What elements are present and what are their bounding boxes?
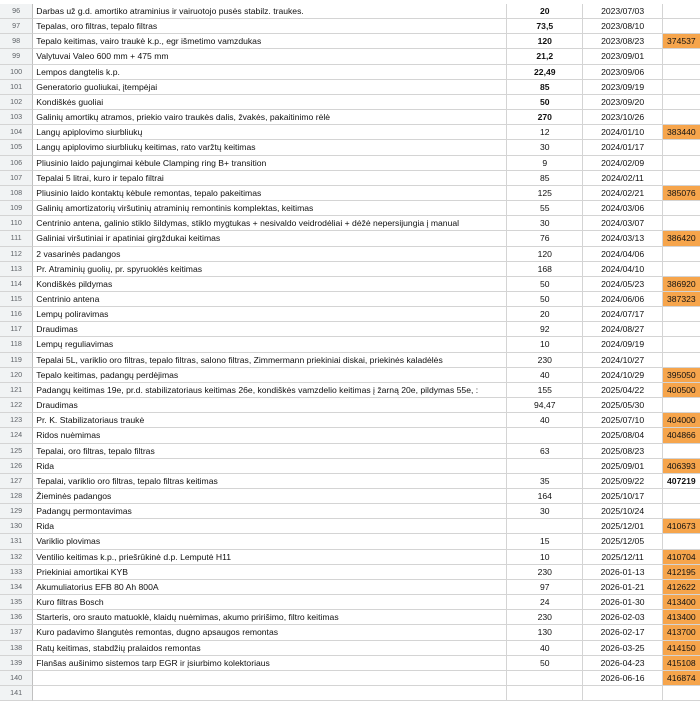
date-cell[interactable]: 2024/03/13 [583, 231, 662, 246]
description-cell[interactable]: Tepalas, oro filtras, tepalo filtras [33, 19, 507, 34]
description-cell[interactable]: Draudimas [33, 322, 507, 337]
row-number[interactable]: 109 [0, 201, 33, 216]
date-cell[interactable]: 2025/10/24 [583, 504, 662, 519]
table-row [0, 656, 700, 671]
description-cell[interactable]: Generatorio guoliukai, įtempėjai [33, 80, 507, 95]
row-number[interactable]: 119 [0, 353, 33, 368]
amount-cell[interactable]: 21,2 [507, 49, 583, 64]
invoice-cell[interactable]: 410704 [663, 550, 700, 565]
date-cell[interactable]: 2023/08/10 [583, 19, 662, 34]
date-cell[interactable]: 2026-02-03 [583, 610, 662, 625]
amount-cell[interactable]: 9 [507, 156, 583, 171]
description-cell[interactable] [33, 671, 507, 686]
description-cell[interactable]: Tepalai, oro filtras, tepalo filtras [33, 444, 507, 459]
row-number[interactable]: 137 [0, 625, 33, 640]
amount-cell[interactable]: 168 [507, 262, 583, 277]
row-number[interactable]: 96 [0, 4, 33, 19]
row-number[interactable]: 125 [0, 444, 33, 459]
date-cell[interactable]: 2026-03-25 [583, 641, 662, 656]
description-cell[interactable]: Tepalai 5 litrai, kuro ir tepalo filtrai [33, 171, 507, 186]
date-cell[interactable]: 2023/10/26 [583, 110, 662, 125]
date-cell[interactable]: 2024/08/27 [583, 322, 662, 337]
date-cell[interactable]: 2024/06/06 [583, 292, 662, 307]
amount-cell[interactable]: 270 [507, 110, 583, 125]
description-cell[interactable]: Kuro filtras Bosch [33, 595, 507, 610]
date-cell[interactable]: 2023/08/23 [583, 34, 662, 49]
row-number[interactable]: 128 [0, 489, 33, 504]
row-number[interactable]: 135 [0, 595, 33, 610]
description-cell[interactable]: Variklio plovimas [33, 534, 507, 549]
invoice-cell[interactable] [663, 444, 700, 459]
invoice-cell[interactable]: 404866 [663, 428, 700, 443]
table-row [0, 201, 700, 216]
description-cell[interactable]: Kondiškės guoliai [33, 95, 507, 110]
description-cell[interactable]: Tepalo keitimas, vairo traukė k.p., egr išmetimo vamzdukas [33, 34, 507, 49]
date-cell[interactable]: 2024/01/10 [583, 125, 662, 140]
description-cell[interactable]: Tepalai, variklio oro filtras, tepalo filtras keitimas [33, 474, 507, 489]
amount-cell[interactable]: 120 [507, 247, 583, 262]
amount-cell[interactable]: 76 [507, 231, 583, 246]
description-cell[interactable]: Galiniai viršutiniai ir apatiniai girgždukai keitimas [33, 231, 507, 246]
row-number[interactable]: 107 [0, 171, 33, 186]
description-cell[interactable]: Tepalai 5L, variklio oro filtras, tepalo filtras, salono filtras, Zimmermann priekiniai diskai, priekinės kaladėlės [33, 353, 507, 368]
amount-cell[interactable]: 125 [507, 186, 583, 201]
amount-cell[interactable]: 55 [507, 201, 583, 216]
row-number[interactable]: 123 [0, 413, 33, 428]
table-row [0, 459, 700, 474]
table-row [0, 277, 700, 292]
description-cell[interactable]: Darbas už g.d. amortiko atraminius ir vairuotojo pusės stabilz. traukes. [33, 4, 507, 19]
description-cell[interactable]: Galinių amortizatorių viršutinių atraminių remontinis komplektas, keitimas [33, 201, 507, 216]
row-number[interactable]: 134 [0, 580, 33, 595]
table-row [0, 231, 700, 246]
row-number[interactable]: 121 [0, 383, 33, 398]
invoice-cell[interactable]: 386920 [663, 277, 700, 292]
table-row [0, 49, 700, 64]
row-number[interactable]: 130 [0, 519, 33, 534]
row-number[interactable]: 103 [0, 110, 33, 125]
invoice-cell[interactable] [663, 201, 700, 216]
description-cell[interactable] [33, 686, 507, 701]
description-cell[interactable]: Flanšas aušinimo sistemos tarp EGR ir įsiurbimo kolektoriaus [33, 656, 507, 671]
date-cell[interactable]: 2024/02/21 [583, 186, 662, 201]
date-cell[interactable]: 2025/09/22 [583, 474, 662, 489]
table-row [0, 368, 700, 383]
description-cell[interactable]: Pr. Atraminių guolių, pr. spyruoklės keitimas [33, 262, 507, 277]
invoice-cell[interactable]: 412622 [663, 580, 700, 595]
description-cell[interactable]: Akumuliatorius EFB 80 Ah 800A [33, 580, 507, 595]
row-number[interactable]: 141 [0, 686, 33, 701]
row-number[interactable]: 124 [0, 428, 33, 443]
invoice-cell[interactable] [663, 80, 700, 95]
amount-cell[interactable]: 155 [507, 383, 583, 398]
table-row [0, 307, 700, 322]
table-row [0, 322, 700, 337]
amount-cell[interactable]: 230 [507, 610, 583, 625]
amount-cell[interactable]: 230 [507, 353, 583, 368]
row-number[interactable]: 102 [0, 95, 33, 110]
invoice-cell[interactable]: 413400 [663, 610, 700, 625]
amount-cell[interactable]: 85 [507, 171, 583, 186]
row-number[interactable]: 112 [0, 247, 33, 262]
date-cell[interactable]: 2025/12/11 [583, 550, 662, 565]
description-cell[interactable]: Žieminės padangos [33, 489, 507, 504]
description-cell[interactable]: Centrinio antena, galinio stiklo šildymas, stiklo mygtukas + nesivaldo veidrodėliai + dėžė nepersijungia į manual [33, 216, 507, 231]
amount-cell[interactable]: 30 [507, 140, 583, 155]
description-cell[interactable]: Pliusinio laido pajungimai kėbule Clamping ring B+ transition [33, 156, 507, 171]
invoice-cell[interactable] [663, 216, 700, 231]
invoice-cell[interactable]: 395050 [663, 368, 700, 383]
date-cell[interactable]: 2026-06-16 [583, 671, 662, 686]
amount-cell[interactable]: 50 [507, 277, 583, 292]
date-cell[interactable]: 2026-01-13 [583, 565, 662, 580]
date-cell[interactable]: 2024/03/06 [583, 201, 662, 216]
invoice-cell[interactable] [663, 398, 700, 413]
amount-cell[interactable]: 97 [507, 580, 583, 595]
description-cell[interactable]: Kondiškės pildymas [33, 277, 507, 292]
date-cell[interactable]: 2023/09/19 [583, 80, 662, 95]
table-row [0, 186, 700, 201]
table-row [0, 444, 700, 459]
description-cell[interactable]: Priekiniai amortikai KYB [33, 565, 507, 580]
date-cell[interactable]: 2024/04/06 [583, 247, 662, 262]
table-row [0, 110, 700, 125]
date-cell[interactable]: 2024/10/29 [583, 368, 662, 383]
table-row [0, 337, 700, 352]
invoice-cell[interactable] [663, 686, 700, 701]
date-cell[interactable]: 2025/08/04 [583, 428, 662, 443]
table-row [0, 65, 700, 80]
description-cell[interactable]: Padangų permontavimas [33, 504, 507, 519]
amount-cell[interactable]: 120 [507, 34, 583, 49]
date-cell[interactable]: 2026-02-17 [583, 625, 662, 640]
amount-cell[interactable] [507, 459, 583, 474]
table-row [0, 125, 700, 140]
invoice-cell[interactable]: 410673 [663, 519, 700, 534]
invoice-cell[interactable] [663, 504, 700, 519]
row-number[interactable]: 116 [0, 307, 33, 322]
table-row [0, 34, 700, 49]
invoice-cell[interactable]: 400500 [663, 383, 700, 398]
table-row [0, 580, 700, 595]
invoice-cell[interactable] [663, 156, 700, 171]
amount-cell[interactable] [507, 519, 583, 534]
date-cell[interactable]: 2024/04/10 [583, 262, 662, 277]
spreadsheet-grid [0, 4, 700, 701]
amount-cell[interactable]: 40 [507, 641, 583, 656]
amount-cell[interactable] [507, 686, 583, 701]
table-row [0, 95, 700, 110]
row-number[interactable]: 105 [0, 140, 33, 155]
invoice-cell[interactable]: 383440 [663, 125, 700, 140]
table-row [0, 80, 700, 95]
invoice-cell[interactable] [663, 140, 700, 155]
row-number[interactable]: 139 [0, 656, 33, 671]
description-cell[interactable]: Starteris, oro srauto matuoklė, klaidų nuėmimas, akumo pririšimo, filtro keitimas [33, 610, 507, 625]
amount-cell[interactable]: 230 [507, 565, 583, 580]
amount-cell[interactable]: 50 [507, 292, 583, 307]
date-cell[interactable]: 2023/09/06 [583, 65, 662, 80]
table-row [0, 504, 700, 519]
row-number[interactable]: 100 [0, 65, 33, 80]
amount-cell[interactable]: 24 [507, 595, 583, 610]
amount-cell[interactable]: 73,5 [507, 19, 583, 34]
table-row [0, 550, 700, 565]
description-cell[interactable]: Ratų keitimas, stabdžių pralaidos remontas [33, 641, 507, 656]
date-cell[interactable]: 2024/09/19 [583, 337, 662, 352]
row-number[interactable]: 111 [0, 231, 33, 246]
date-cell[interactable]: 2025/10/17 [583, 489, 662, 504]
date-cell[interactable]: 2025/04/22 [583, 383, 662, 398]
description-cell[interactable]: Lempų reguliavimas [33, 337, 507, 352]
invoice-cell[interactable]: 407219 [663, 474, 700, 489]
row-number[interactable]: 113 [0, 262, 33, 277]
description-cell[interactable]: Tepalo keitimas, padangų perdėjimas [33, 368, 507, 383]
date-cell[interactable]: 2025/09/01 [583, 459, 662, 474]
row-number[interactable]: 136 [0, 610, 33, 625]
table-row [0, 595, 700, 610]
invoice-cell[interactable] [663, 489, 700, 504]
table-row [0, 171, 700, 186]
amount-cell[interactable]: 50 [507, 95, 583, 110]
invoice-cell[interactable] [663, 49, 700, 64]
invoice-cell[interactable]: 413400 [663, 595, 700, 610]
invoice-cell[interactable]: 415108 [663, 656, 700, 671]
table-row [0, 428, 700, 443]
table-row [0, 565, 700, 580]
table-row [0, 413, 700, 428]
invoice-cell[interactable] [663, 353, 700, 368]
description-cell[interactable]: Lempos dangtelis k.p. [33, 65, 507, 80]
date-cell[interactable] [583, 686, 662, 701]
date-cell[interactable]: 2025/12/01 [583, 519, 662, 534]
table-row [0, 641, 700, 656]
row-number[interactable]: 114 [0, 277, 33, 292]
amount-cell[interactable]: 85 [507, 80, 583, 95]
invoice-cell[interactable] [663, 110, 700, 125]
invoice-cell[interactable] [663, 534, 700, 549]
date-cell[interactable]: 2025/12/05 [583, 534, 662, 549]
description-cell[interactable]: 2 vasarinės padangos [33, 247, 507, 262]
table-row [0, 216, 700, 231]
date-cell[interactable]: 2023/07/03 [583, 4, 662, 19]
description-cell[interactable]: Langų apiplovimo siurbliukų [33, 125, 507, 140]
description-cell[interactable]: Pliusinio laido kontaktų kėbule remontas, tepalo pakeitimas [33, 186, 507, 201]
invoice-cell[interactable]: 414150 [663, 641, 700, 656]
table-row [0, 398, 700, 413]
date-cell[interactable]: 2024/05/23 [583, 277, 662, 292]
table-row [0, 686, 700, 701]
date-cell[interactable]: 2024/07/17 [583, 307, 662, 322]
amount-cell[interactable]: 15 [507, 534, 583, 549]
amount-cell[interactable]: 10 [507, 550, 583, 565]
date-cell[interactable]: 2024/02/11 [583, 171, 662, 186]
row-number[interactable]: 110 [0, 216, 33, 231]
row-number[interactable]: 132 [0, 550, 33, 565]
amount-cell[interactable]: 30 [507, 504, 583, 519]
amount-cell[interactable] [507, 428, 583, 443]
row-number[interactable]: 97 [0, 19, 33, 34]
amount-cell[interactable]: 40 [507, 413, 583, 428]
date-cell[interactable]: 2026-01-21 [583, 580, 662, 595]
description-cell[interactable]: Langų apiplovimo siurbliukų keitimas, rato varžtų keitimas [33, 140, 507, 155]
invoice-cell[interactable]: 386420 [663, 231, 700, 246]
row-number[interactable]: 108 [0, 186, 33, 201]
table-row [0, 489, 700, 504]
date-cell[interactable]: 2024/02/09 [583, 156, 662, 171]
row-number[interactable]: 127 [0, 474, 33, 489]
description-cell[interactable]: Ridos nuėmimas [33, 428, 507, 443]
invoice-cell[interactable] [663, 337, 700, 352]
table-row [0, 474, 700, 489]
description-cell[interactable]: Valytuvai Valeo 600 mm + 475 mm [33, 49, 507, 64]
invoice-cell[interactable] [663, 95, 700, 110]
description-cell[interactable]: Rida [33, 519, 507, 534]
row-number[interactable]: 104 [0, 125, 33, 140]
description-cell[interactable]: Ventilio keitimas k.p., priešrūkinė d.p. Lemputė H11 [33, 550, 507, 565]
invoice-cell[interactable]: 413700 [663, 625, 700, 640]
invoice-cell[interactable]: 412195 [663, 565, 700, 580]
date-cell[interactable]: 2023/09/20 [583, 95, 662, 110]
amount-cell[interactable]: 22,49 [507, 65, 583, 80]
invoice-cell[interactable] [663, 322, 700, 337]
invoice-cell[interactable] [663, 171, 700, 186]
description-cell[interactable]: Draudimas [33, 398, 507, 413]
invoice-cell[interactable]: 416874 [663, 671, 700, 686]
invoice-cell[interactable] [663, 19, 700, 34]
description-cell[interactable]: Galinių amortikų atramos, priekio vairo traukės dalis, žvakės, pakaitinimo rėlė [33, 110, 507, 125]
amount-cell[interactable]: 94,47 [507, 398, 583, 413]
date-cell[interactable]: 2023/09/01 [583, 49, 662, 64]
amount-cell[interactable]: 20 [507, 307, 583, 322]
invoice-cell[interactable]: 385076 [663, 186, 700, 201]
date-cell[interactable]: 2024/01/17 [583, 140, 662, 155]
table-row [0, 292, 700, 307]
description-cell[interactable]: Lempų poliravimas [33, 307, 507, 322]
amount-cell[interactable]: 12 [507, 125, 583, 140]
row-number[interactable]: 118 [0, 337, 33, 352]
table-row [0, 383, 700, 398]
table-row [0, 671, 700, 686]
date-cell[interactable]: 2025/07/10 [583, 413, 662, 428]
table-row [0, 625, 700, 640]
row-number[interactable]: 138 [0, 641, 33, 656]
invoice-cell[interactable]: 374537 [663, 34, 700, 49]
date-cell[interactable]: 2024/03/07 [583, 216, 662, 231]
date-cell[interactable]: 2024/10/27 [583, 353, 662, 368]
row-number[interactable]: 126 [0, 459, 33, 474]
date-cell[interactable]: 2025/08/23 [583, 444, 662, 459]
row-number[interactable]: 99 [0, 49, 33, 64]
amount-cell[interactable]: 63 [507, 444, 583, 459]
row-number[interactable]: 140 [0, 671, 33, 686]
invoice-cell[interactable] [663, 65, 700, 80]
invoice-cell[interactable]: 387323 [663, 292, 700, 307]
invoice-cell[interactable] [663, 4, 700, 19]
row-number[interactable]: 98 [0, 34, 33, 49]
row-number[interactable]: 106 [0, 156, 33, 171]
table-row [0, 19, 700, 34]
row-number[interactable]: 120 [0, 368, 33, 383]
date-cell[interactable]: 2026-04-23 [583, 656, 662, 671]
description-cell[interactable]: Centrinio antena [33, 292, 507, 307]
description-cell[interactable]: Pr. K. Stabilizatoriaus traukė [33, 413, 507, 428]
date-cell[interactable]: 2026-01-30 [583, 595, 662, 610]
row-number[interactable]: 122 [0, 398, 33, 413]
table-row [0, 140, 700, 155]
row-number[interactable]: 117 [0, 322, 33, 337]
invoice-cell[interactable] [663, 307, 700, 322]
table-row [0, 519, 700, 534]
description-cell[interactable]: Padangų keitimas 19e, pr.d. stabilizatoriaus keitimas 26e, kondiškės vamzdelio keitimas į žarną 20e, pildymas 55e, : [33, 383, 507, 398]
table-row [0, 353, 700, 368]
row-number[interactable]: 133 [0, 565, 33, 580]
amount-cell[interactable]: 20 [507, 4, 583, 19]
description-cell[interactable]: Rida [33, 459, 507, 474]
amount-cell[interactable]: 35 [507, 474, 583, 489]
table-row [0, 262, 700, 277]
amount-cell[interactable]: 164 [507, 489, 583, 504]
row-number[interactable]: 131 [0, 534, 33, 549]
amount-cell[interactable]: 92 [507, 322, 583, 337]
table-row [0, 534, 700, 549]
amount-cell[interactable]: 30 [507, 216, 583, 231]
amount-cell[interactable]: 40 [507, 368, 583, 383]
table-row [0, 247, 700, 262]
table-row [0, 610, 700, 625]
row-number[interactable]: 129 [0, 504, 33, 519]
amount-cell[interactable]: 10 [507, 337, 583, 352]
amount-cell[interactable]: 50 [507, 656, 583, 671]
table-row [0, 156, 700, 171]
invoice-cell[interactable] [663, 247, 700, 262]
row-number[interactable]: 101 [0, 80, 33, 95]
row-number[interactable]: 115 [0, 292, 33, 307]
invoice-cell[interactable] [663, 262, 700, 277]
amount-cell[interactable] [507, 671, 583, 686]
amount-cell[interactable]: 130 [507, 625, 583, 640]
table-row [0, 4, 700, 19]
description-cell[interactable]: Kuro padavimo šlangutės remontas, dugno apsaugos remontas [33, 625, 507, 640]
invoice-cell[interactable]: 404000 [663, 413, 700, 428]
date-cell[interactable]: 2025/05/30 [583, 398, 662, 413]
invoice-cell[interactable]: 406393 [663, 459, 700, 474]
